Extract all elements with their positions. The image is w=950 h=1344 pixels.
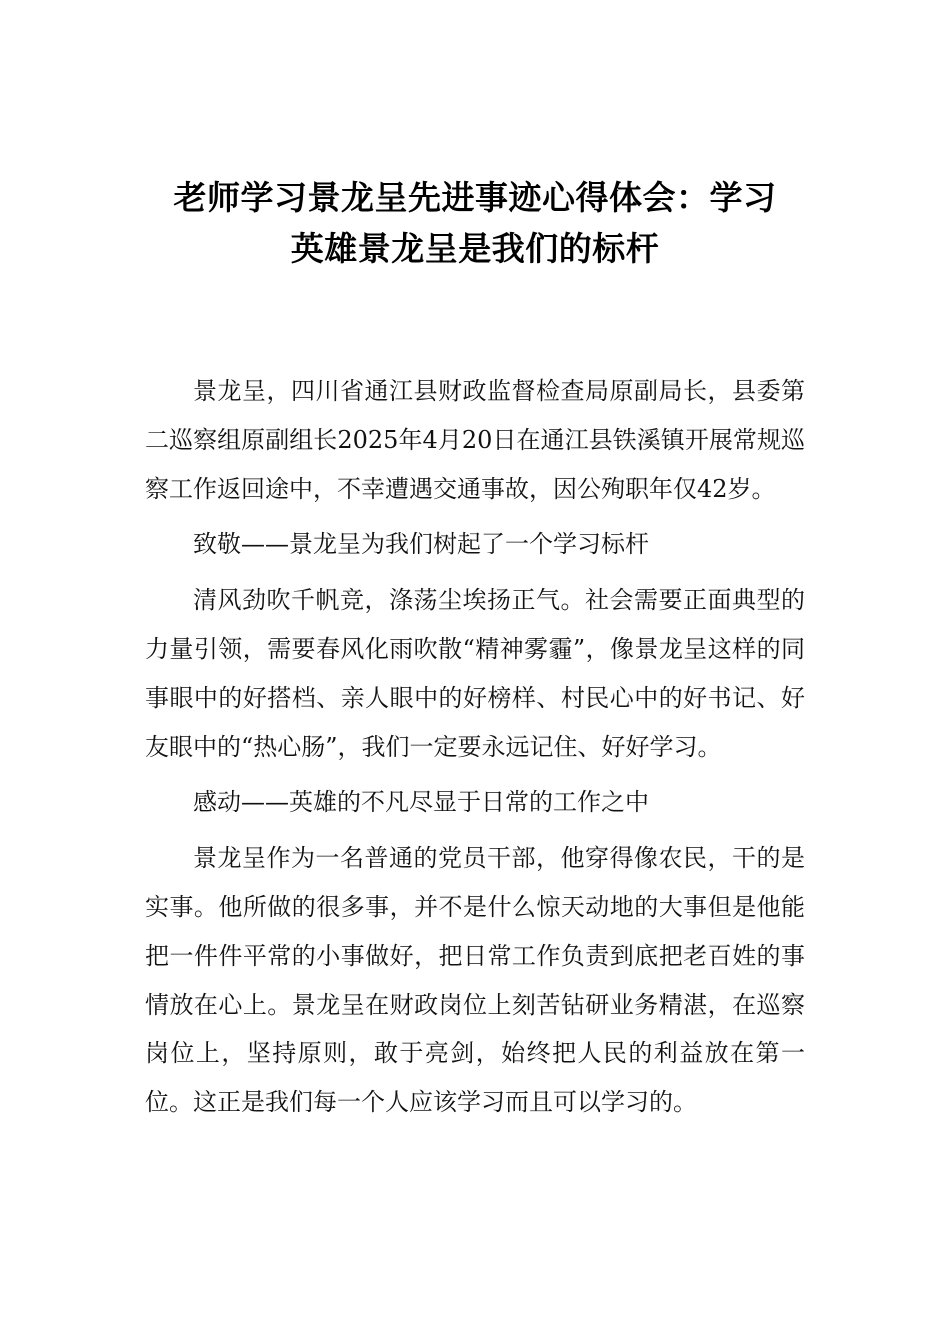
section-heading-moved: 感动——英雄的不凡尽显于日常的工作之中 xyxy=(193,788,649,817)
document-body xyxy=(145,367,805,1127)
document-title xyxy=(145,172,805,274)
document-title-line-2: 英雄景龙呈是我们的标杆 xyxy=(290,229,660,268)
paragraph-tribute: 清风劲吹千帆竞，涤荡尘埃扬正气。社会需要正面典型的力量引领，需要春风化雨吹散“精神雾霾”，像景龙呈这样的同事眼中的好搭档、亲人眼中的好榜样、村民心中的好书记、好友眼中的“热心肠”，我们一定要永远记住、好好学习。 xyxy=(145,586,805,761)
paragraph-moved: 景龙呈作为一名普通的党员干部，他穿得像农民，干的是实事。他所做的很多事，并不是什么惊天动地的大事但是他能把一件件平常的小事做好，把日常工作负责到底把老百姓的事情放在心上。景龙呈在财政岗位上刻苦钻研业务精湛，在巡察岗位上，坚持原则，敢于亮剑，始终把人民的利益放在第一位。这正是我们每一个人应该学习而且可以学习的。 xyxy=(145,844,805,1117)
paragraph-intro: 景龙呈，四川省通江县财政监督检查局原副局长，县委第二巡察组原副组长2025年4月20日在通江县铁溪镇开展常规巡察工作返回途中，不幸遭遇交通事故，因公殉职年仅42岁。 xyxy=(145,377,805,503)
section-heading-tribute: 致敬——景龙呈为我们树起了一个学习标杆 xyxy=(193,530,649,559)
document-title-line-1: 老师学习景龙呈先进事迹心得体会：学习 xyxy=(173,178,777,217)
document-page xyxy=(145,172,805,1127)
